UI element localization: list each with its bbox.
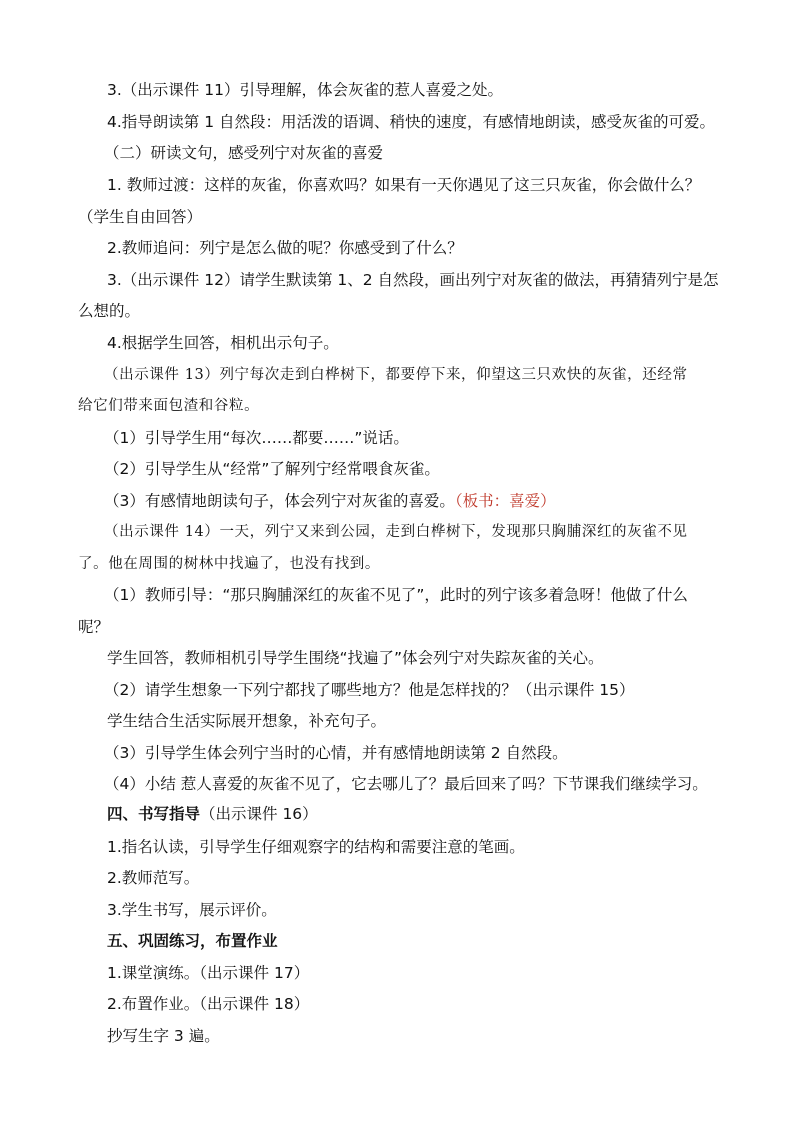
paragraph-line: 2.教师范写。 [107, 869, 200, 887]
quoted-sentence: 给它们带来面包渣和谷粒。 [78, 398, 260, 414]
section-heading: （二）研读文句，感受列宁对灰雀的喜爱 [104, 144, 384, 162]
paragraph-line: 抄写生字 3 遍。 [107, 1027, 220, 1045]
quoted-sentence: 了。他在周围的树林中找遍了，也没有找到。 [78, 556, 380, 572]
paragraph-line: 么想的。 [78, 302, 141, 320]
paragraph-line: 呢？ [78, 618, 110, 636]
paragraph-line: 2.布置作业。（出示课件 18） [107, 995, 310, 1013]
section-note: （出示课件 16） [200, 805, 318, 823]
paragraph-line [104, 490, 556, 512]
paragraph-line: 3.（出示课件 12）请学生默读第 1、2 自然段，画出列宁对灰雀的做法，再猜猜列宁是怎 [107, 271, 719, 289]
paragraph-line: 2.教师追问：列宁是怎么做的呢？你感受到了什么？ [107, 239, 463, 257]
paragraph-line: 1. 教师过渡：这样的灰雀，你喜欢吗？如果有一天你遇见了这三只灰雀，你会做什么？ [107, 176, 701, 194]
paragraph-line: 学生回答，教师相机引导学生围绕“找遍了”体会列宁对失踪灰雀的关心。 [107, 649, 604, 667]
paragraph-line: （学生自由回答） [78, 208, 203, 226]
paragraph-line: 4.根据学生回答，相机出示句子。 [107, 334, 339, 352]
quoted-sentence: （出示课件 13）列宁每次走到白桦树下，都要停下来，仰望这三只欢快的灰雀，还经常 [104, 367, 688, 383]
paragraph-line: （1）教师引导：“那只胸脯深红的灰雀不见了”，此时的列宁该多着急呀！他做了什么 [104, 586, 688, 604]
paragraph-line: 学生结合生活实际展开想象，补充句子。 [107, 712, 387, 730]
section-title: 四、书写指导 [107, 805, 201, 823]
paragraph-line: （2）请学生想象一下列宁都找了哪些地方？他是怎样找的？（出示课件 15） [104, 681, 635, 699]
paragraph-line: （2）引导学生从“经常”了解列宁经常喂食灰雀。 [104, 460, 440, 478]
section-heading: 五、巩固练习，布置作业 [107, 932, 278, 950]
paragraph-line: 1.指名认读，引导学生仔细观察字的结构和需要注意的笔画。 [107, 838, 525, 856]
paragraph-line: 4.指导朗读第 1 自然段：用活泼的语调、稍快的速度，有感情地朗读，感受灰雀的可爱。 [107, 113, 716, 131]
paragraph-line: 1.课堂演练。（出示课件 17） [107, 964, 310, 982]
paragraph-text: （3）有感情地朗读句子，体会列宁对灰雀的喜爱。 [104, 492, 455, 510]
paragraph-line: （1）引导学生用“每次……都要……”说话。 [104, 429, 409, 447]
section-heading [107, 803, 318, 825]
paragraph-line: 3.学生书写，展示评价。 [107, 901, 277, 919]
board-note: （板书：喜爱） [454, 492, 556, 510]
paragraph-line: （4）小结 惹人喜爱的灰雀不见了，它去哪儿了？最后回来了吗？下节课我们继续学习。 [104, 775, 708, 793]
paragraph-line: （3）引导学生体会列宁当时的心情，并有感情地朗读第 2 自然段。 [104, 744, 568, 762]
quoted-sentence: （出示课件 14）一天，列宁又来到公园，走到白桦树下，发现那只胸脯深红的灰雀不见 [104, 524, 688, 540]
paragraph-line: 3.（出示课件 11）引导理解，体会灰雀的惹人喜爱之处。 [107, 81, 503, 99]
